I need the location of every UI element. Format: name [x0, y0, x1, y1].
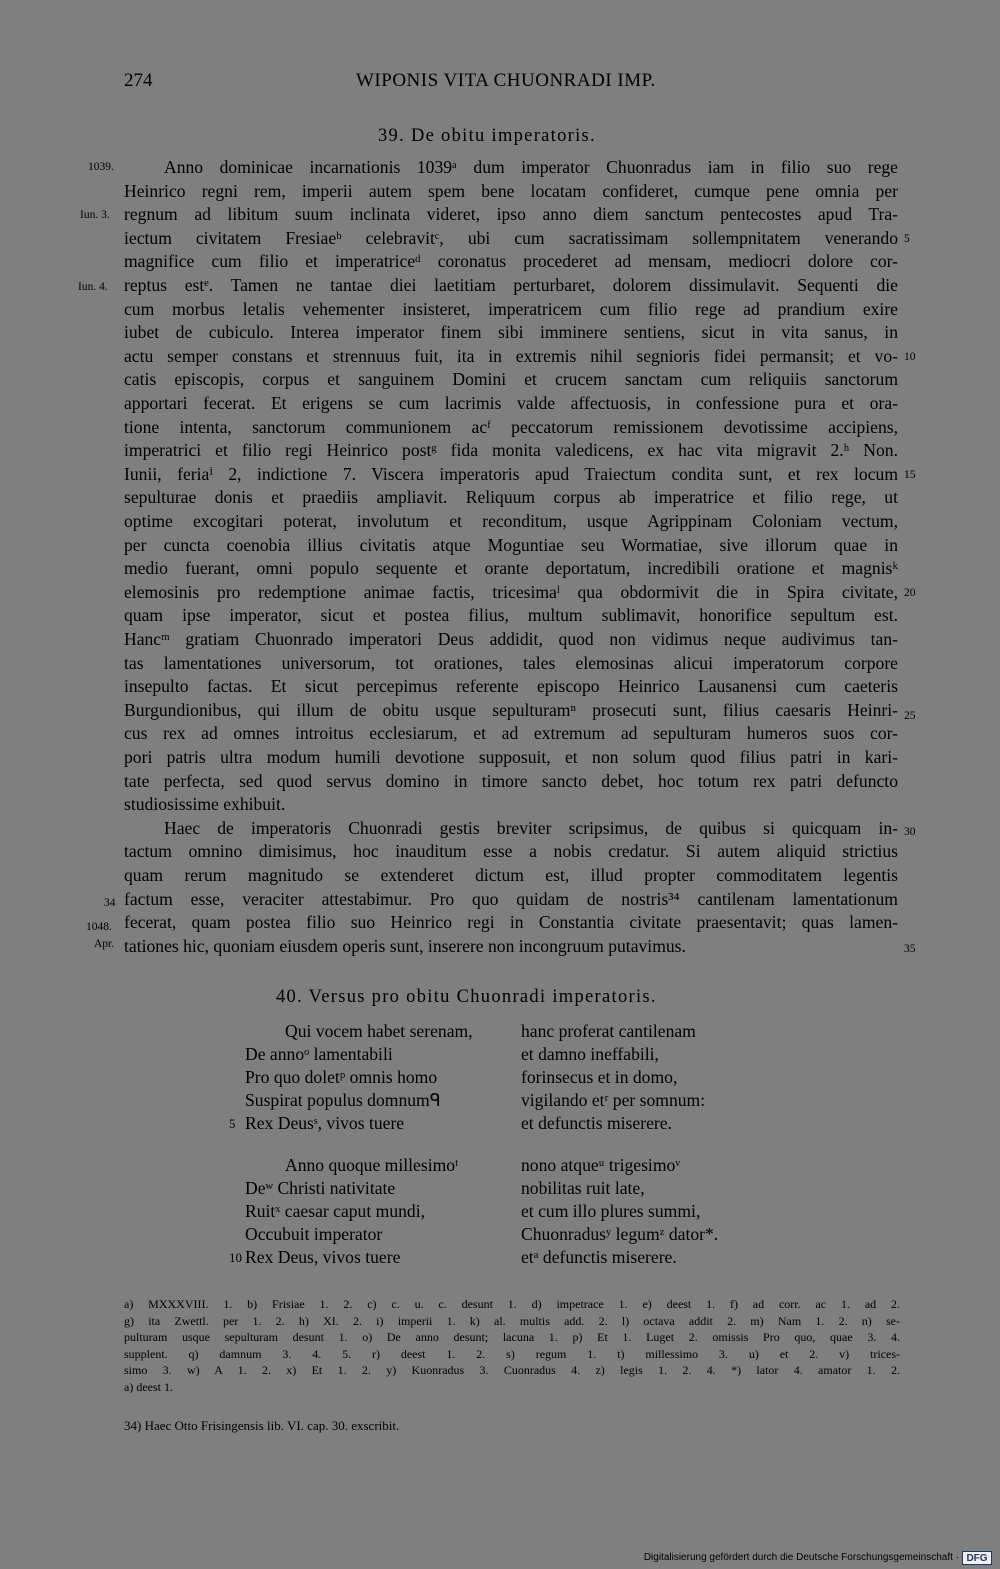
margin-date: Iun. 3. — [80, 209, 110, 221]
verse-right-half: forinsecus et in domo, — [521, 1067, 678, 1087]
verse-left-half: Ruitˣ caesar caput mundi, — [245, 1201, 425, 1221]
text-line: tate perfecta, sed quod servus domino in timore sancto debet, hoc totum rex patri defuncto — [124, 770, 898, 791]
verse-right-half: Chuonradusʸ legumᶻ dator*. — [521, 1224, 719, 1244]
verse-left-half: Qui vocem habet serenam, — [285, 1021, 473, 1041]
text-line: regnum ad libitum suum inclinata videret, ipso anno diem sanctum pentecostes apud Tra- — [124, 204, 898, 225]
text-line: medio fuerant, omni populo sequente et orante deportatum, incredibili oratione et magnisᵏ — [124, 558, 898, 579]
verse-number: 5 — [229, 1116, 236, 1131]
verse-left-half: De annoᵒ lamentabili — [245, 1044, 393, 1064]
footnote-line: a) MXXXVIII. 1. b) Frisiae 1. 2. c) c. u. c. desunt 1. d) impetrace 1. e) deest 1. f) ad corr. ac 1. ad 2. — [124, 1297, 900, 1311]
verse-left-half: Rex Deusˢ, vivos tuere — [245, 1113, 405, 1133]
margin-note-ref: 34 — [104, 897, 116, 909]
text-line: reptus estᵉ. Tamen ne tantae diei laetitiam perturbaret, dolorem dissimulavit. Sequenti die — [124, 275, 898, 295]
text-line: fecerat, quam postea filio suo Heinrico regi in Constantia civitate praesentavit; quas lamen- — [124, 912, 898, 933]
margin-date: Apr. — [94, 938, 115, 950]
verse-left-half: Anno quoque millesimoᵗ — [285, 1155, 459, 1175]
note-34: 34) Haec Otto Frisingensis lib. VI. cap. 30. exscribit. — [124, 1418, 400, 1433]
text-line: pori patris ultra modum humili devotione supposuit, et non solum quod filius patri in kari- — [124, 747, 898, 767]
footnote-line: simo 3. w) A 1. 2. x) Et 1. 2. y) Kuonradus 3. Cuonradus 4. z) legis 1. 2. 4. *) lator 4. amator 1. 2. — [124, 1363, 900, 1378]
text-line: insepulto factas. Et sicut percepimus referente episcopo Heinrico Lausanensi cum caeteris — [124, 676, 898, 697]
text-line: factum esse, veraciter attestabimur. Pro quo quidam de nostris³⁴ cantilenam lamentationum — [124, 888, 898, 909]
text-line: imperatrici et filio regi Heinrico postᵍ fida monita valedicens, ex hac vita migravit 2.ʰ Non. — [124, 440, 898, 461]
margin-date: 1048. — [86, 921, 112, 933]
footnote-line: g) ita Zwettl. per 1. 2. h) XI. 2. i) imperii 1. k) al. multis add. 2. l) octava addit 2. m) Nam 1. 2. n) se- — [124, 1313, 900, 1328]
text-line: tactum omnino dimisimus, hoc inauditum esse a nobis credatur. Si autem aliquid strictius — [124, 841, 898, 862]
text-line: actu semper constans et strennuus fuit, ita in extremis nihil segnioris fidei permansit; et vo- — [124, 345, 898, 366]
text-line: elemosinis pro redemptione animae factis, tricesimaˡ qua obdormivit die in Spira civitate, — [124, 581, 898, 602]
verse-left-half: Deʷ Christi nativitate — [245, 1178, 396, 1198]
margin-date: 1039. — [88, 161, 114, 173]
text-line: cus rex ad omnes introitus ecclesiarum, et ad extremum ad sepulturam humeros suos cor- — [124, 723, 898, 744]
verse-number: 10 — [229, 1250, 242, 1265]
text-line: quam ipse imperator, sicut et postea filius, multum sublimavit, honorifice sepultum est. — [124, 605, 898, 626]
verse-right-half: hanc proferat cantilenam — [521, 1021, 696, 1041]
text-line: optime excogitari poterat, involutum et reconditum, usque Agrippinam Coloniam vectum, — [124, 511, 898, 531]
text-line: tas lamentationes universorum, tot orationes, tales elemosinas alicui imperatorum corpore — [124, 652, 898, 673]
line-number: 5 — [904, 233, 910, 245]
margin-date: Iun. 4. — [78, 281, 108, 293]
footnote-line: supplent. q) damnum 3. 4. 5. r) deest 1. 2. s) regum 1. t) millessimo 3. u) et 2. v) trices- — [124, 1346, 900, 1361]
text-line: iubet de cubiculo. Interea imperator finem sibi imminere sentiens, sicut in vita sanus, in — [124, 322, 898, 343]
verse-left-half: Pro quo doletᵖ omnis homo — [245, 1067, 438, 1087]
footnote-line: a) deest 1. — [124, 1380, 173, 1394]
verse-right-half: et defunctis miserere. — [521, 1113, 672, 1133]
text-line: Iunii, feriaⁱ 2, indictione 7. Viscera imperatoris apud Traiectum condita sunt, et rex locum — [124, 463, 898, 484]
text-line: studiosissime exhibuit. — [124, 794, 286, 815]
line-number: 20 — [904, 587, 916, 599]
text-line: Burgundionibus, qui illum de obitu usque sepulturamⁿ prosecuti sunt, filius caesaris Heinri- — [124, 699, 898, 720]
text-line: iectum civitatem Fresiaeᵇ celebravitᶜ, ubi cum sacratissimam sollempnitatem venerando — [124, 227, 898, 248]
text-line: per cuncta coenobia illius civitatis atque Moguntiae seu Wormatiae, sive illorum quae in — [124, 534, 898, 555]
line-number: 35 — [904, 943, 916, 955]
verse-left-half: Occubuit imperator — [245, 1224, 383, 1244]
digitization-credit: Digitalisierung gefördert durch die Deutsche Forschungsgemeinschaft · — [643, 1552, 959, 1563]
chapter-39-heading: 39. De obitu imperatoris. — [378, 126, 596, 146]
verse-right-half: nono atqueᵘ trigesimoᵛ — [521, 1155, 681, 1175]
verse-right-half: et damno ineffabili, — [521, 1044, 659, 1064]
text-line: apportari fecerat. Et erigens se cum lacrimis valde affectuosis, in confessione pura et ora- — [124, 393, 898, 413]
verse-right-half: nobilitas ruit late, — [521, 1178, 645, 1198]
line-number: 10 — [904, 351, 916, 363]
dfg-logo: DFG — [962, 1551, 992, 1565]
text-line: cum morbus letalis vehementer insisteret, imperatricem cum filio rege ad prandium exire — [124, 298, 898, 319]
verse-left-half: Rex Deus, vivos tuere — [245, 1247, 401, 1267]
text-line: quam rerum magnitudo se extenderet dictum est, illud propter commoditatem legentis — [124, 865, 898, 885]
line-number: 30 — [904, 826, 916, 838]
text-line: Hancᵐ gratiam Chuonrado imperatori Deus addidit, quod non vidimus neque audivimus tan- — [124, 629, 898, 649]
chapter-40-heading: 40. Versus pro obitu Chuonradi imperatoris. — [276, 987, 657, 1007]
text-line: catis episcopis, corpus et sanguinem Domini et crucem sanctam cum reliquiis sanctorum — [124, 369, 898, 390]
verse-right-half: vigilando etʳ per somnum: — [521, 1090, 706, 1110]
text-line: sepulturae donis et praediis ampliavit. Reliquum corpus ab imperatrice et filio rege, ut — [124, 487, 898, 508]
text-line: tationes hic, quoniam eiusdem operis sunt, inserere non incongruum putavimus. — [124, 935, 686, 956]
page-number: 274 — [124, 70, 153, 91]
footnote-line: pulturam usque sepulturam desunt 1. o) De anno desunt; lacuna 1. p) Et 1. Luget 2. omissis Pro quo, quae 3. 4. — [124, 1330, 900, 1345]
text-line: Haec de imperatoris Chuonradi gestis breviter scripsimus, de quibus si quicquam in- — [164, 817, 898, 838]
verse-right-half: etᵃ defunctis miserere. — [521, 1247, 677, 1267]
text-line: Anno dominicae incarnationis 1039ᵃ dum imperator Chuonradus iam in filio suo rege — [164, 157, 898, 177]
text-line: Heinrico regni rem, imperii autem spem bene locatam confideret, cumque pene omnia per — [124, 180, 898, 201]
line-number: 25 — [904, 710, 916, 722]
verse-right-half: et cum illo plures summi, — [521, 1201, 701, 1221]
line-number: 15 — [904, 469, 916, 481]
verse-left-half: Suspirat populus domnumᑫ — [245, 1090, 441, 1110]
text-line: tione intenta, sanctorum communionem acᶠ peccatorum remissionem devotissime accipiens, — [124, 416, 898, 437]
text-line: magnifice cum filio et imperatriceᵈ coronatus procederet ad mensam, mediocri dolore cor- — [124, 251, 898, 272]
running-title: WIPONIS VITA CHUONRADI IMP. — [356, 70, 656, 91]
